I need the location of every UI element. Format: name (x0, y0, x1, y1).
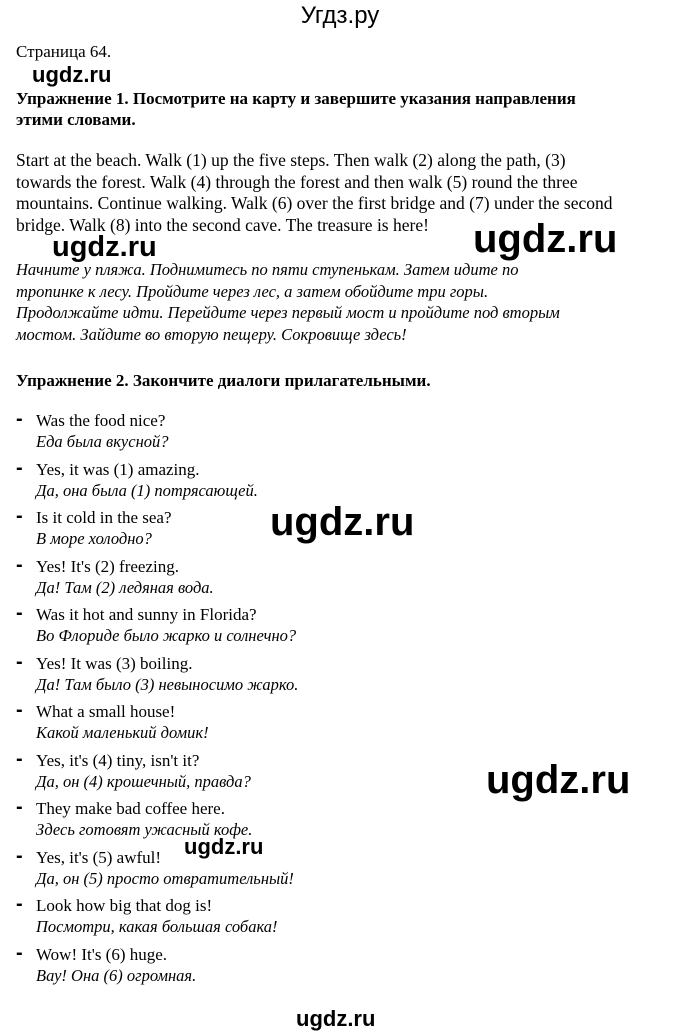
exercise1-translation-line: мостом. Зайдите во вторую пещеру. Сокровище здесь! (16, 324, 407, 344)
dialog-english: Is it cold in the sea? (36, 508, 172, 527)
dialog-line (16, 798, 656, 847)
dialog-dash: - (16, 844, 23, 867)
dialog-russian: В море холодно? (36, 529, 152, 548)
exercise1-translation (16, 259, 676, 345)
dialog-line (16, 604, 656, 653)
dialog-line (16, 941, 656, 993)
watermark: ugdz.ru (473, 217, 618, 261)
dialog-russian: Да! Там было (3) невыносимо жарко. (36, 674, 299, 694)
dialog-russian: Да, он (4) крошечный, правда? (36, 771, 251, 791)
exercise1-translation-line: Продолжайте идти. Перейдите через первый мост и пройдите под вторым (16, 303, 560, 322)
dialog-english: Yes, it's (4) tiny, isn't it? (36, 750, 200, 770)
dialog-dash: - (16, 747, 23, 770)
exercise1-title-line1: Упражнение 1. Посмотрите на карту и завершите указания направления (16, 89, 576, 108)
watermark: ugdz.ru (296, 1006, 376, 1031)
dialog-russian: Да, она была (1) потрясающей. (36, 480, 258, 500)
dialog-english: Yes! It was (3) boiling. (36, 653, 193, 673)
dialog-line (16, 895, 656, 944)
watermark: ugdz.ru (270, 500, 415, 544)
page-label: Страница 64. (16, 42, 112, 61)
dialog-dash: - (16, 505, 23, 527)
dialog-dash: - (16, 553, 23, 576)
dialog-line (16, 701, 656, 750)
dialog-dash: - (16, 893, 23, 915)
dialog-english: Look how big that dog is! (36, 896, 213, 915)
dialog-dash: - (16, 699, 23, 721)
dialog-russian: Еда была вкусной? (36, 432, 169, 451)
dialog-russian: Вау! Она (6) огромная. (36, 965, 197, 985)
dialog-english: Yes, it's (5) awful! (36, 847, 162, 867)
dialog-dash: - (16, 408, 23, 430)
exercise2-title: Упражнение 2. Закончите диалоги прилагательными. (16, 371, 431, 390)
dialog-russian: Посмотри, какая большая собака! (36, 917, 278, 936)
dialog-dash: - (16, 456, 23, 479)
dialog-dash: - (16, 796, 23, 818)
dialog-english: Yes! It's (2) freezing. (36, 556, 179, 576)
exercise2-dialog (16, 410, 656, 992)
dialog-english: Yes, it was (1) amazing. (36, 459, 200, 479)
dialog-english: Was the food nice? (36, 411, 166, 430)
exercise1-text-line: bridge. Walk (8) into the second cave. The treasure is here! (16, 214, 429, 235)
dialog-english: They make bad coffee here. (36, 799, 225, 818)
exercise1-title-line2: этими словами. (16, 110, 136, 129)
watermark: ugdz.ru (32, 62, 112, 87)
dialog-line (16, 410, 656, 459)
dialog-russian: Да! Там (2) ледяная вода. (36, 577, 214, 597)
site-header: Угдз.ру (300, 2, 380, 29)
dialog-russian: Какой маленький домик! (36, 723, 209, 742)
exercise1-translation-line: тропинке к лесу. Пройдите через лес, а затем обойдите три горы. (16, 281, 489, 301)
exercise1-text-line: mountains. Continue walking. Walk (6) over the first bridge and (7) under the second (16, 193, 613, 213)
dialog-english: What a small house! (36, 702, 176, 721)
dialog-line (16, 553, 656, 605)
dialog-russian: Во Флориде было жарко и солнечно? (36, 626, 297, 645)
dialog-line (16, 650, 656, 702)
dialog-english: Wow! It's (6) huge. (36, 944, 168, 964)
dialog-dash: - (16, 650, 23, 673)
dialog-russian: Да, он (5) просто отвратительный! (36, 868, 294, 888)
watermark: ugdz.ru (184, 834, 264, 859)
dialog-dash: - (16, 602, 23, 624)
exercise1-text-line: towards the forest. Walk (4) through the forest and then walk (5) round the three (16, 171, 578, 192)
exercise1-text-line: Start at the beach. Walk (1) up the five steps. Then walk (2) along the path, (3) (16, 150, 566, 170)
dialog-russian: Здесь готовят ужасный кофе. (36, 820, 253, 839)
dialog-dash: - (16, 941, 23, 964)
exercise1-translation-line: Начните у пляжа. Поднимитесь по пяти ступенькам. Затем идите по (16, 260, 519, 279)
watermark: ugdz.ru (486, 758, 631, 802)
dialog-english: Was it hot and sunny in Florida? (36, 605, 257, 624)
watermark: ugdz.ru (52, 231, 157, 263)
